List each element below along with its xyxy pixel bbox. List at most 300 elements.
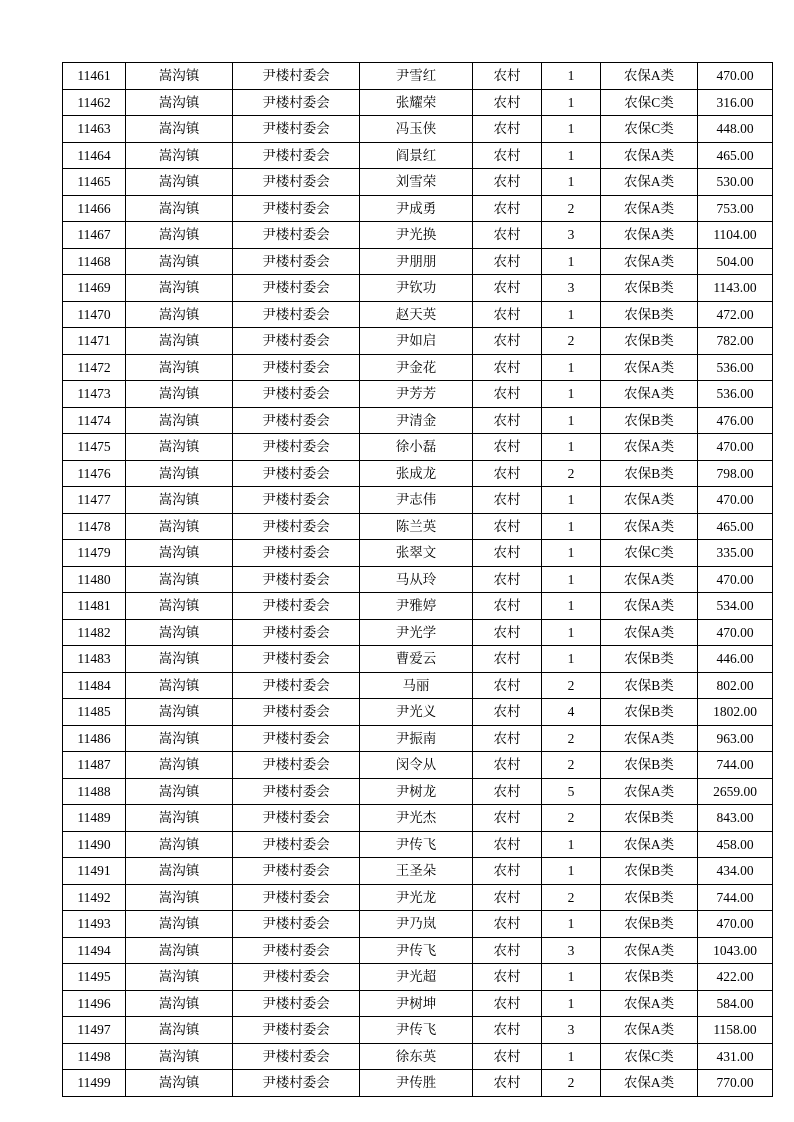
row-amount: 1043.00 xyxy=(698,937,773,964)
row-name: 尹成勇 xyxy=(360,195,473,222)
row-amount: 584.00 xyxy=(698,990,773,1017)
row-subsidy-category: 农保B类 xyxy=(601,752,698,779)
row-subsidy-category: 农保B类 xyxy=(601,699,698,726)
row-id: 11493 xyxy=(63,911,126,938)
table-row xyxy=(63,752,773,779)
row-household-type: 农村 xyxy=(473,672,542,699)
table-row xyxy=(63,354,773,381)
table-row xyxy=(63,142,773,169)
row-household-type: 农村 xyxy=(473,540,542,567)
row-subsidy-category: 农保C类 xyxy=(601,1043,698,1070)
row-subsidy-category: 农保B类 xyxy=(601,646,698,673)
row-town: 嵩沟镇 xyxy=(126,354,233,381)
row-town: 嵩沟镇 xyxy=(126,884,233,911)
row-village: 尹楼村委会 xyxy=(233,911,360,938)
row-subsidy-category: 农保B类 xyxy=(601,460,698,487)
row-village: 尹楼村委会 xyxy=(233,142,360,169)
row-village: 尹楼村委会 xyxy=(233,275,360,302)
row-subsidy-category: 农保A类 xyxy=(601,831,698,858)
row-household-type: 农村 xyxy=(473,990,542,1017)
row-amount: 448.00 xyxy=(698,116,773,143)
row-household-type: 农村 xyxy=(473,725,542,752)
row-person-count: 1 xyxy=(542,964,601,991)
row-id: 11464 xyxy=(63,142,126,169)
row-id: 11492 xyxy=(63,884,126,911)
row-person-count: 1 xyxy=(542,89,601,116)
row-village: 尹楼村委会 xyxy=(233,937,360,964)
row-person-count: 1 xyxy=(542,646,601,673)
row-household-type: 农村 xyxy=(473,1017,542,1044)
row-amount: 470.00 xyxy=(698,619,773,646)
row-village: 尹楼村委会 xyxy=(233,672,360,699)
row-household-type: 农村 xyxy=(473,593,542,620)
row-town: 嵩沟镇 xyxy=(126,63,233,90)
row-name: 张翠文 xyxy=(360,540,473,567)
row-person-count: 1 xyxy=(542,831,601,858)
row-village: 尹楼村委会 xyxy=(233,116,360,143)
row-town: 嵩沟镇 xyxy=(126,381,233,408)
row-amount: 536.00 xyxy=(698,354,773,381)
row-household-type: 农村 xyxy=(473,142,542,169)
row-subsidy-category: 农保A类 xyxy=(601,142,698,169)
table-row xyxy=(63,593,773,620)
row-name: 张成龙 xyxy=(360,460,473,487)
row-amount: 798.00 xyxy=(698,460,773,487)
table-row xyxy=(63,964,773,991)
table-row xyxy=(63,195,773,222)
row-person-count: 1 xyxy=(542,116,601,143)
row-id: 11485 xyxy=(63,699,126,726)
row-town: 嵩沟镇 xyxy=(126,275,233,302)
row-household-type: 农村 xyxy=(473,169,542,196)
row-id: 11467 xyxy=(63,222,126,249)
row-amount: 530.00 xyxy=(698,169,773,196)
row-id: 11473 xyxy=(63,381,126,408)
table-row xyxy=(63,487,773,514)
row-person-count: 5 xyxy=(542,778,601,805)
row-name: 尹光学 xyxy=(360,619,473,646)
row-person-count: 2 xyxy=(542,752,601,779)
row-person-count: 2 xyxy=(542,805,601,832)
row-id: 11477 xyxy=(63,487,126,514)
row-name: 尹志伟 xyxy=(360,487,473,514)
row-id: 11465 xyxy=(63,169,126,196)
row-amount: 434.00 xyxy=(698,858,773,885)
row-id: 11469 xyxy=(63,275,126,302)
row-id: 11494 xyxy=(63,937,126,964)
row-id: 11490 xyxy=(63,831,126,858)
row-person-count: 3 xyxy=(542,222,601,249)
row-town: 嵩沟镇 xyxy=(126,699,233,726)
row-subsidy-category: 农保A类 xyxy=(601,63,698,90)
row-village: 尹楼村委会 xyxy=(233,1017,360,1044)
table-row xyxy=(63,222,773,249)
row-village: 尹楼村委会 xyxy=(233,593,360,620)
row-town: 嵩沟镇 xyxy=(126,646,233,673)
table-row xyxy=(63,63,773,90)
row-village: 尹楼村委会 xyxy=(233,752,360,779)
row-subsidy-category: 农保A类 xyxy=(601,513,698,540)
row-id: 11474 xyxy=(63,407,126,434)
row-household-type: 农村 xyxy=(473,1043,542,1070)
row-amount: 782.00 xyxy=(698,328,773,355)
row-village: 尹楼村委会 xyxy=(233,195,360,222)
table-row xyxy=(63,805,773,832)
row-id: 11481 xyxy=(63,593,126,620)
row-town: 嵩沟镇 xyxy=(126,593,233,620)
row-village: 尹楼村委会 xyxy=(233,1043,360,1070)
row-name: 尹芳芳 xyxy=(360,381,473,408)
table-row xyxy=(63,460,773,487)
row-subsidy-category: 农保A类 xyxy=(601,937,698,964)
row-amount: 446.00 xyxy=(698,646,773,673)
row-amount: 802.00 xyxy=(698,672,773,699)
row-town: 嵩沟镇 xyxy=(126,434,233,461)
row-id: 11463 xyxy=(63,116,126,143)
row-subsidy-category: 农保A类 xyxy=(601,381,698,408)
row-amount: 458.00 xyxy=(698,831,773,858)
row-village: 尹楼村委会 xyxy=(233,646,360,673)
row-id: 11488 xyxy=(63,778,126,805)
row-village: 尹楼村委会 xyxy=(233,487,360,514)
row-town: 嵩沟镇 xyxy=(126,1070,233,1097)
row-household-type: 农村 xyxy=(473,434,542,461)
row-town: 嵩沟镇 xyxy=(126,964,233,991)
row-amount: 470.00 xyxy=(698,911,773,938)
row-person-count: 2 xyxy=(542,195,601,222)
row-id: 11475 xyxy=(63,434,126,461)
row-subsidy-category: 农保B类 xyxy=(601,858,698,885)
row-town: 嵩沟镇 xyxy=(126,911,233,938)
row-village: 尹楼村委会 xyxy=(233,1070,360,1097)
row-town: 嵩沟镇 xyxy=(126,89,233,116)
row-village: 尹楼村委会 xyxy=(233,725,360,752)
row-amount: 534.00 xyxy=(698,593,773,620)
row-subsidy-category: 农保C类 xyxy=(601,540,698,567)
row-household-type: 农村 xyxy=(473,752,542,779)
row-name: 尹树坤 xyxy=(360,990,473,1017)
row-amount: 536.00 xyxy=(698,381,773,408)
row-village: 尹楼村委会 xyxy=(233,778,360,805)
row-subsidy-category: 农保A类 xyxy=(601,619,698,646)
row-id: 11483 xyxy=(63,646,126,673)
row-amount: 470.00 xyxy=(698,434,773,461)
row-amount: 770.00 xyxy=(698,1070,773,1097)
row-town: 嵩沟镇 xyxy=(126,566,233,593)
row-subsidy-category: 农保B类 xyxy=(601,672,698,699)
row-household-type: 农村 xyxy=(473,460,542,487)
row-subsidy-category: 农保A类 xyxy=(601,593,698,620)
table-row xyxy=(63,831,773,858)
row-name: 刘雪荣 xyxy=(360,169,473,196)
row-town: 嵩沟镇 xyxy=(126,195,233,222)
row-name: 尹传胜 xyxy=(360,1070,473,1097)
row-id: 11472 xyxy=(63,354,126,381)
row-town: 嵩沟镇 xyxy=(126,169,233,196)
row-name: 徐东英 xyxy=(360,1043,473,1070)
row-person-count: 4 xyxy=(542,699,601,726)
row-household-type: 农村 xyxy=(473,566,542,593)
table-row xyxy=(63,937,773,964)
row-amount: 470.00 xyxy=(698,487,773,514)
row-person-count: 3 xyxy=(542,1017,601,1044)
row-id: 11484 xyxy=(63,672,126,699)
row-subsidy-category: 农保A类 xyxy=(601,169,698,196)
row-name: 王圣朵 xyxy=(360,858,473,885)
row-person-count: 2 xyxy=(542,672,601,699)
row-amount: 465.00 xyxy=(698,513,773,540)
row-person-count: 1 xyxy=(542,63,601,90)
row-subsidy-category: 农保A类 xyxy=(601,566,698,593)
row-person-count: 1 xyxy=(542,381,601,408)
table-row xyxy=(63,1017,773,1044)
row-id: 11478 xyxy=(63,513,126,540)
row-id: 11462 xyxy=(63,89,126,116)
row-name: 尹光义 xyxy=(360,699,473,726)
row-person-count: 1 xyxy=(542,593,601,620)
row-name: 尹振南 xyxy=(360,725,473,752)
row-person-count: 1 xyxy=(542,301,601,328)
row-subsidy-category: 农保B类 xyxy=(601,407,698,434)
row-household-type: 农村 xyxy=(473,619,542,646)
row-amount: 744.00 xyxy=(698,884,773,911)
row-person-count: 1 xyxy=(542,169,601,196)
row-subsidy-category: 农保A类 xyxy=(601,487,698,514)
row-town: 嵩沟镇 xyxy=(126,805,233,832)
row-amount: 1104.00 xyxy=(698,222,773,249)
row-name: 尹如启 xyxy=(360,328,473,355)
row-person-count: 1 xyxy=(542,858,601,885)
row-amount: 744.00 xyxy=(698,752,773,779)
table-row xyxy=(63,778,773,805)
row-town: 嵩沟镇 xyxy=(126,513,233,540)
row-household-type: 农村 xyxy=(473,63,542,90)
row-name: 徐小磊 xyxy=(360,434,473,461)
row-name: 尹光杰 xyxy=(360,805,473,832)
row-village: 尹楼村委会 xyxy=(233,328,360,355)
roster-table-body xyxy=(63,63,773,1097)
table-row xyxy=(63,275,773,302)
row-amount: 335.00 xyxy=(698,540,773,567)
row-household-type: 农村 xyxy=(473,911,542,938)
row-name: 尹雅婷 xyxy=(360,593,473,620)
row-name: 陈兰英 xyxy=(360,513,473,540)
row-id: 11482 xyxy=(63,619,126,646)
row-town: 嵩沟镇 xyxy=(126,619,233,646)
row-subsidy-category: 农保A类 xyxy=(601,195,698,222)
row-person-count: 2 xyxy=(542,1070,601,1097)
row-id: 11480 xyxy=(63,566,126,593)
row-name: 尹金花 xyxy=(360,354,473,381)
row-subsidy-category: 农保A类 xyxy=(601,1070,698,1097)
table-row xyxy=(63,381,773,408)
row-person-count: 2 xyxy=(542,328,601,355)
row-amount: 316.00 xyxy=(698,89,773,116)
row-town: 嵩沟镇 xyxy=(126,858,233,885)
row-town: 嵩沟镇 xyxy=(126,407,233,434)
row-household-type: 农村 xyxy=(473,222,542,249)
row-village: 尹楼村委会 xyxy=(233,222,360,249)
row-person-count: 1 xyxy=(542,911,601,938)
table-row xyxy=(63,858,773,885)
table-row xyxy=(63,672,773,699)
row-person-count: 1 xyxy=(542,354,601,381)
row-household-type: 农村 xyxy=(473,513,542,540)
row-subsidy-category: 农保A类 xyxy=(601,1017,698,1044)
table-row xyxy=(63,1070,773,1097)
row-household-type: 农村 xyxy=(473,937,542,964)
row-subsidy-category: 农保A类 xyxy=(601,725,698,752)
row-amount: 470.00 xyxy=(698,63,773,90)
row-person-count: 3 xyxy=(542,275,601,302)
row-subsidy-category: 农保B类 xyxy=(601,964,698,991)
table-row xyxy=(63,990,773,1017)
row-amount: 470.00 xyxy=(698,566,773,593)
row-household-type: 农村 xyxy=(473,964,542,991)
row-village: 尹楼村委会 xyxy=(233,513,360,540)
row-household-type: 农村 xyxy=(473,858,542,885)
row-town: 嵩沟镇 xyxy=(126,460,233,487)
row-id: 11489 xyxy=(63,805,126,832)
row-amount: 1143.00 xyxy=(698,275,773,302)
row-amount: 963.00 xyxy=(698,725,773,752)
row-id: 11495 xyxy=(63,964,126,991)
table-row xyxy=(63,169,773,196)
row-amount: 843.00 xyxy=(698,805,773,832)
row-id: 11470 xyxy=(63,301,126,328)
row-amount: 1158.00 xyxy=(698,1017,773,1044)
row-subsidy-category: 农保C类 xyxy=(601,116,698,143)
table-row xyxy=(63,248,773,275)
row-household-type: 农村 xyxy=(473,301,542,328)
table-row xyxy=(63,328,773,355)
row-id: 11499 xyxy=(63,1070,126,1097)
row-person-count: 1 xyxy=(542,142,601,169)
table-row xyxy=(63,434,773,461)
row-person-count: 1 xyxy=(542,407,601,434)
row-id: 11479 xyxy=(63,540,126,567)
row-village: 尹楼村委会 xyxy=(233,381,360,408)
row-amount: 1802.00 xyxy=(698,699,773,726)
row-village: 尹楼村委会 xyxy=(233,63,360,90)
row-household-type: 农村 xyxy=(473,487,542,514)
row-id: 11491 xyxy=(63,858,126,885)
row-id: 11476 xyxy=(63,460,126,487)
row-person-count: 1 xyxy=(542,566,601,593)
row-town: 嵩沟镇 xyxy=(126,487,233,514)
table-row xyxy=(63,513,773,540)
row-village: 尹楼村委会 xyxy=(233,248,360,275)
row-person-count: 3 xyxy=(542,937,601,964)
row-person-count: 1 xyxy=(542,487,601,514)
row-person-count: 1 xyxy=(542,248,601,275)
row-person-count: 2 xyxy=(542,725,601,752)
row-village: 尹楼村委会 xyxy=(233,858,360,885)
row-id: 11471 xyxy=(63,328,126,355)
row-subsidy-category: 农保A类 xyxy=(601,248,698,275)
row-village: 尹楼村委会 xyxy=(233,566,360,593)
row-amount: 476.00 xyxy=(698,407,773,434)
row-village: 尹楼村委会 xyxy=(233,434,360,461)
row-town: 嵩沟镇 xyxy=(126,990,233,1017)
row-village: 尹楼村委会 xyxy=(233,831,360,858)
row-town: 嵩沟镇 xyxy=(126,301,233,328)
row-subsidy-category: 农保C类 xyxy=(601,89,698,116)
row-name: 尹光换 xyxy=(360,222,473,249)
row-village: 尹楼村委会 xyxy=(233,407,360,434)
row-town: 嵩沟镇 xyxy=(126,248,233,275)
row-village: 尹楼村委会 xyxy=(233,699,360,726)
row-id: 11461 xyxy=(63,63,126,90)
row-village: 尹楼村委会 xyxy=(233,964,360,991)
row-name: 尹光龙 xyxy=(360,884,473,911)
row-subsidy-category: 农保A类 xyxy=(601,990,698,1017)
row-id: 11487 xyxy=(63,752,126,779)
row-name: 马丽 xyxy=(360,672,473,699)
row-household-type: 农村 xyxy=(473,116,542,143)
row-id: 11486 xyxy=(63,725,126,752)
row-household-type: 农村 xyxy=(473,275,542,302)
row-town: 嵩沟镇 xyxy=(126,1017,233,1044)
row-id: 11466 xyxy=(63,195,126,222)
row-amount: 422.00 xyxy=(698,964,773,991)
row-household-type: 农村 xyxy=(473,354,542,381)
row-household-type: 农村 xyxy=(473,407,542,434)
row-household-type: 农村 xyxy=(473,381,542,408)
row-amount: 431.00 xyxy=(698,1043,773,1070)
table-row xyxy=(63,911,773,938)
row-village: 尹楼村委会 xyxy=(233,805,360,832)
row-name: 尹朋朋 xyxy=(360,248,473,275)
row-id: 11497 xyxy=(63,1017,126,1044)
table-row xyxy=(63,646,773,673)
row-village: 尹楼村委会 xyxy=(233,460,360,487)
row-village: 尹楼村委会 xyxy=(233,89,360,116)
row-town: 嵩沟镇 xyxy=(126,937,233,964)
row-person-count: 1 xyxy=(542,540,601,567)
row-village: 尹楼村委会 xyxy=(233,884,360,911)
row-village: 尹楼村委会 xyxy=(233,540,360,567)
row-village: 尹楼村委会 xyxy=(233,354,360,381)
row-name: 尹树龙 xyxy=(360,778,473,805)
row-name: 尹传飞 xyxy=(360,937,473,964)
row-id: 11468 xyxy=(63,248,126,275)
table-row xyxy=(63,1043,773,1070)
row-id: 11496 xyxy=(63,990,126,1017)
row-town: 嵩沟镇 xyxy=(126,540,233,567)
row-person-count: 2 xyxy=(542,460,601,487)
row-town: 嵩沟镇 xyxy=(126,116,233,143)
row-household-type: 农村 xyxy=(473,831,542,858)
row-household-type: 农村 xyxy=(473,328,542,355)
row-town: 嵩沟镇 xyxy=(126,328,233,355)
row-subsidy-category: 农保B类 xyxy=(601,805,698,832)
row-town: 嵩沟镇 xyxy=(126,222,233,249)
row-town: 嵩沟镇 xyxy=(126,725,233,752)
table-row xyxy=(63,566,773,593)
row-subsidy-category: 农保B类 xyxy=(601,301,698,328)
row-name: 闵令从 xyxy=(360,752,473,779)
row-household-type: 农村 xyxy=(473,778,542,805)
row-subsidy-category: 农保A类 xyxy=(601,434,698,461)
row-town: 嵩沟镇 xyxy=(126,752,233,779)
row-subsidy-category: 农保A类 xyxy=(601,354,698,381)
table-row xyxy=(63,89,773,116)
row-person-count: 1 xyxy=(542,513,601,540)
row-amount: 753.00 xyxy=(698,195,773,222)
row-name: 尹乃岚 xyxy=(360,911,473,938)
table-row xyxy=(63,407,773,434)
